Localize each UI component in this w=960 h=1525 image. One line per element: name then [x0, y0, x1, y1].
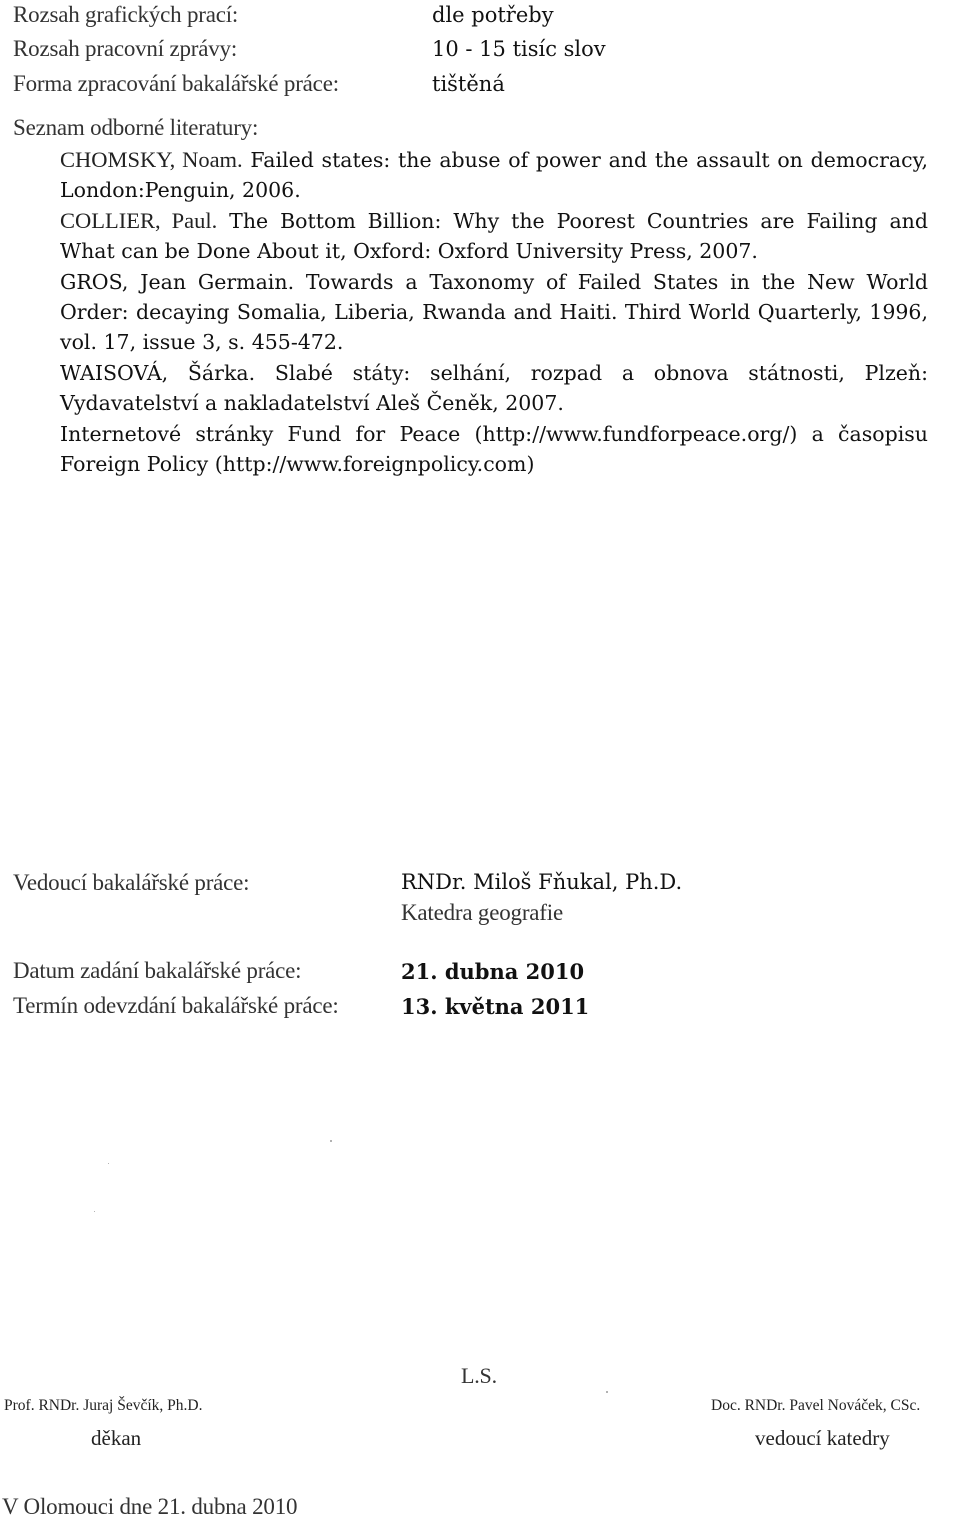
- reference-list: [60, 145, 928, 479]
- scan-speck: [108, 1163, 109, 1164]
- reference-text: The Bottom Billion: Why the Poorest Countries are Failing and What can be Done About it, Oxford: Oxford University Press, 2007.: [60, 208, 928, 264]
- reference-text: Slabé státy: selhání, rozpad a obnova státnosti, Plzeň: Vydavatelství a nakladatelství Aleš Čeněk, 2007.: [60, 360, 928, 416]
- reference-text: Failed states: the abuse of power and the assault on democracy, London:Penguin, 2006.: [60, 148, 928, 203]
- reference-item: [60, 419, 928, 480]
- reference-author: GROS, Jean Germain.: [60, 269, 295, 294]
- reference-text: Towards a Taxonomy of Failed States in the New World Order: decaying Somalia, Liberia, Rwanda and Haiti. Third World Quarterly, 1996, vol. 17, issue 3, s. 455-472.: [60, 269, 928, 355]
- supervisor-name: RNDr. Miloš Fňukal, Ph.D.: [401, 870, 683, 894]
- reference-text: Internetové stránky Fund for Peace (http://www.fundforpeace.org/) a časopisu Foreign Policy (http://www.foreignpolicy.com): [60, 421, 928, 477]
- dean-role: děkan: [91, 1426, 142, 1450]
- place-date: V Olomouci dne 21. dubna 2010: [2, 1494, 298, 1519]
- submission-date-label: Termín odevzdání bakalářské práce:: [13, 993, 339, 1018]
- seal-mark: L.S.: [461, 1363, 497, 1388]
- field-label-graphic-scope: Rozsah grafických prací:: [13, 2, 239, 27]
- assignment-date-label: Datum zadání bakalářské práce:: [13, 958, 302, 983]
- supervisor-label: Vedoucí bakalářské práce:: [13, 870, 250, 895]
- reference-item: [60, 358, 928, 419]
- assignment-date-value: 21. dubna 2010: [401, 959, 585, 984]
- reference-author: WAISOVÁ, Šárka.: [60, 360, 256, 385]
- dean-name: Prof. RNDr. Juraj Ševčík, Ph.D.: [4, 1397, 203, 1414]
- reference-item: [60, 206, 928, 267]
- field-label-report-scope: Rozsah pracovní zprávy:: [13, 36, 238, 61]
- field-value-graphic-scope: dle potřeby: [432, 3, 554, 27]
- reference-item: [60, 267, 928, 358]
- supervisor-department: Katedra geografie: [401, 900, 563, 925]
- literature-heading: Seznam odborné literatury:: [13, 115, 259, 140]
- field-value-thesis-form: tištěná: [432, 72, 505, 96]
- field-label-thesis-form: Forma zpracování bakalářské práce:: [13, 71, 339, 96]
- scan-speck: [330, 1140, 332, 1142]
- field-value-report-scope: 10 - 15 tisíc slov: [432, 37, 606, 61]
- reference-author: CHOMSKY, Noam.: [60, 147, 243, 172]
- reference-item: [60, 145, 928, 206]
- reference-author: COLLIER, Paul.: [60, 207, 218, 233]
- submission-date-value: 13. května 2011: [401, 994, 590, 1019]
- scan-speck: [94, 1211, 95, 1212]
- scan-speck: [606, 1391, 608, 1393]
- department-head-role: vedoucí katedry: [755, 1426, 890, 1450]
- department-head-name: Doc. RNDr. Pavel Nováček, CSc.: [711, 1397, 921, 1414]
